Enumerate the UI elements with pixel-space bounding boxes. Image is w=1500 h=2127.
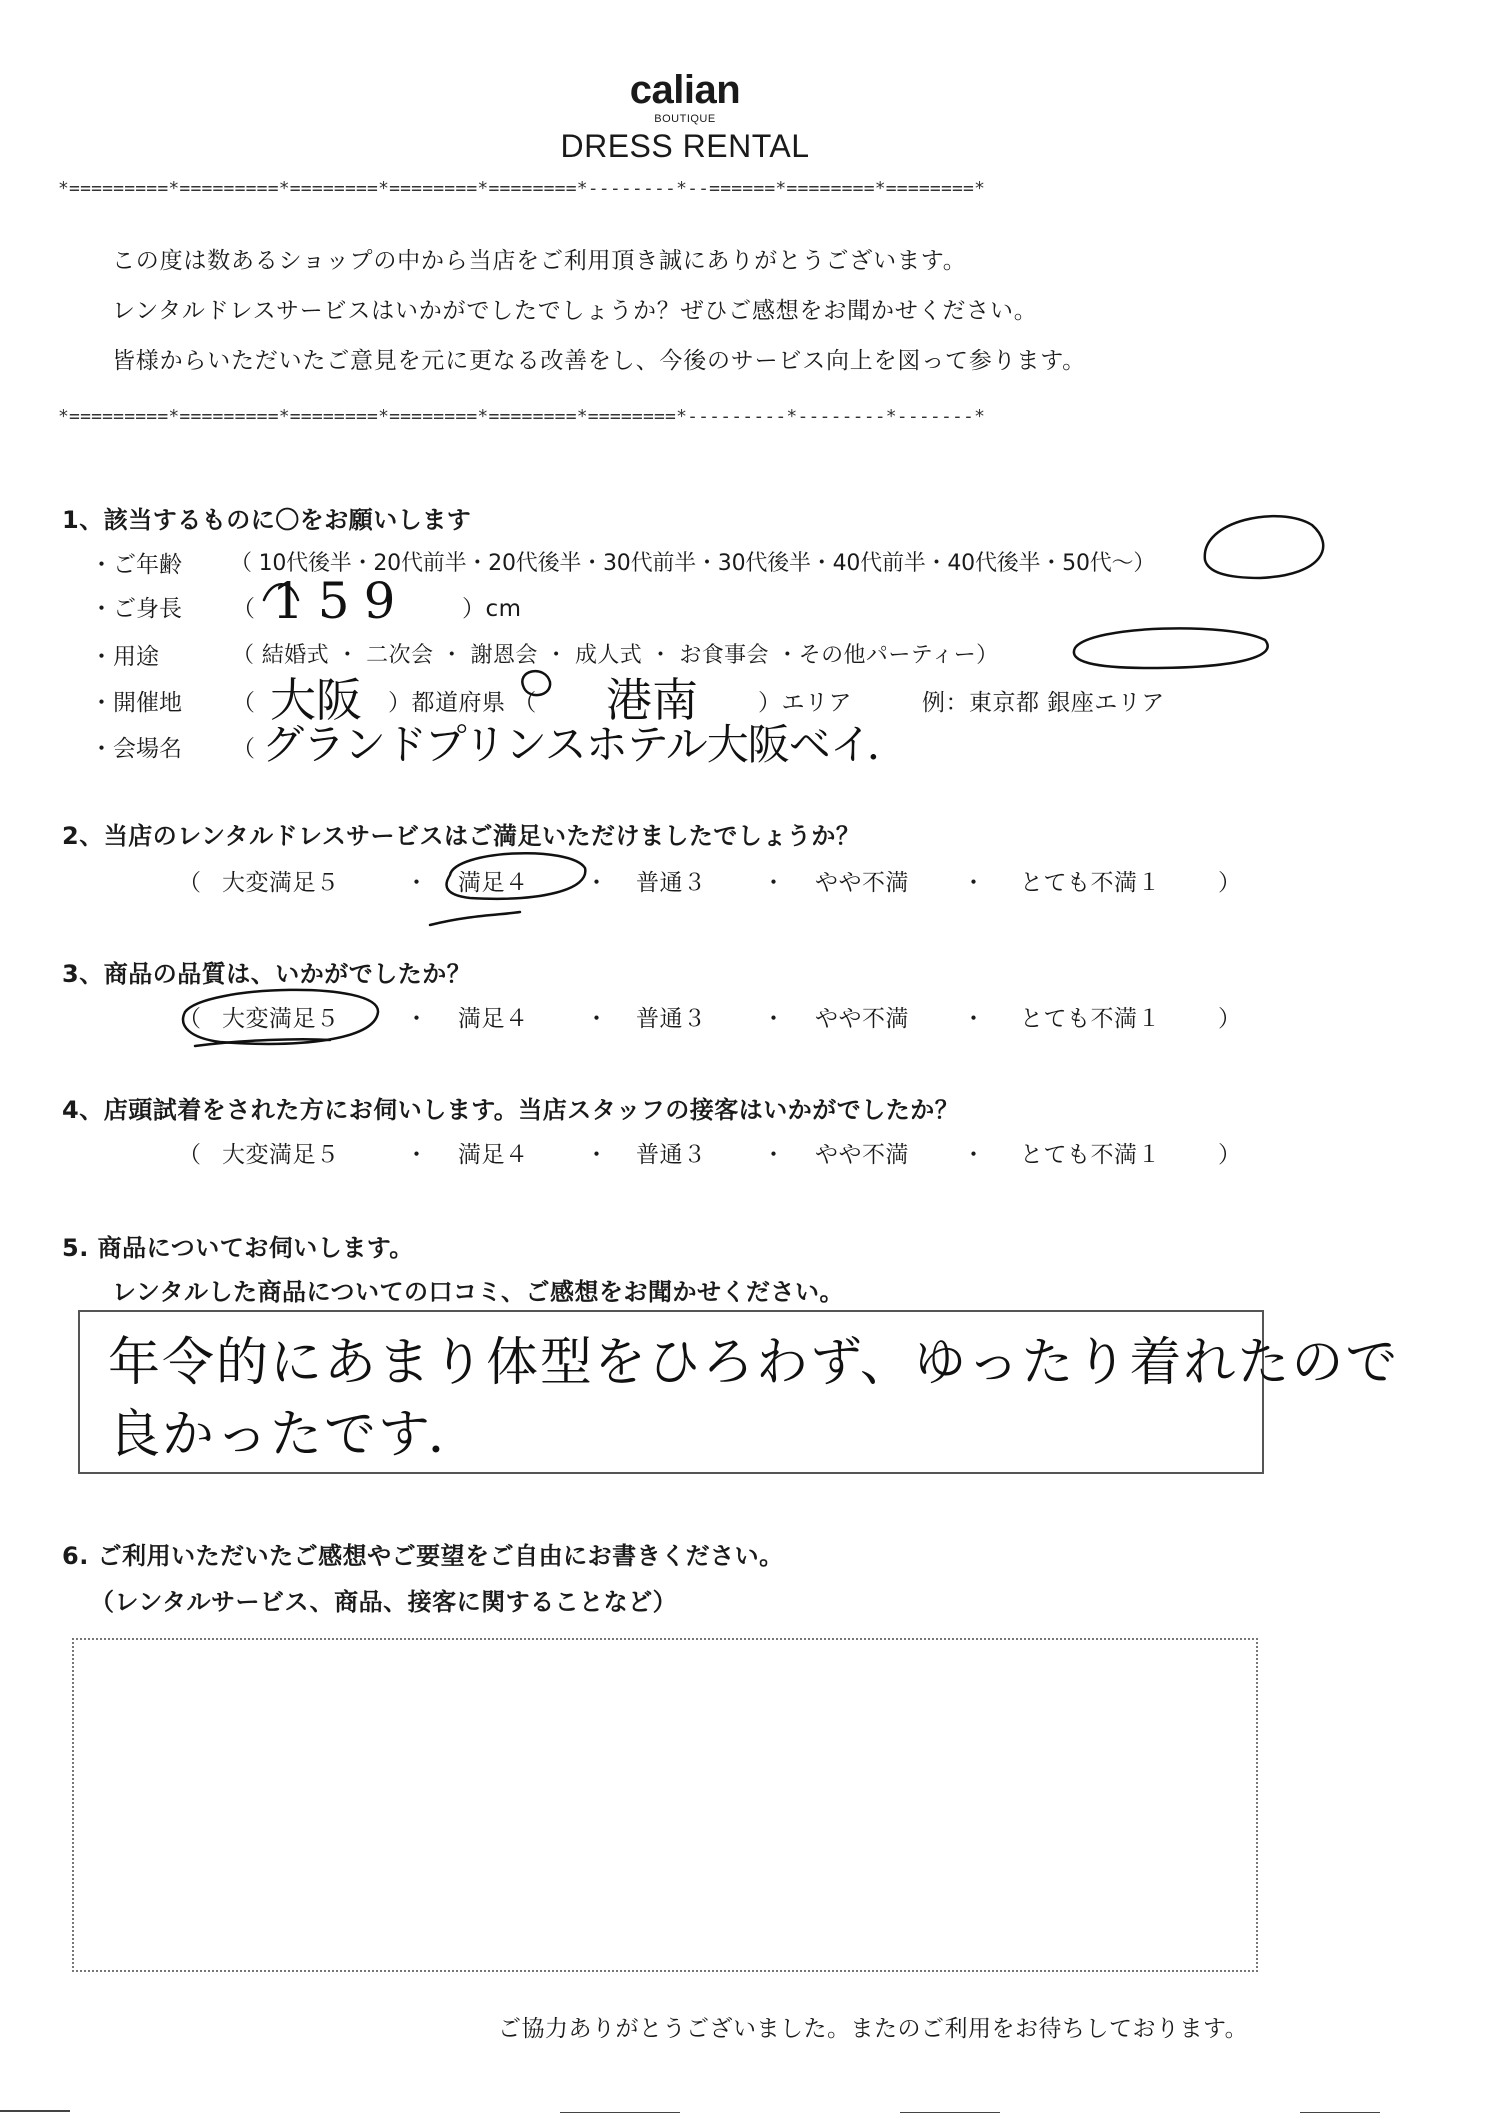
intro-line-1: この度は数あるショップの中から当店をご利用頂き誠にありがとうございます。	[112, 248, 967, 274]
q3-opt-5[interactable]: 大変満足５	[222, 1006, 340, 1032]
q1-title: 1、該当するものに〇をお願いします	[62, 506, 472, 534]
q3-title: 3、商品の品質は、いかがでしたか？	[62, 960, 472, 988]
q4-open: （	[178, 1142, 202, 1168]
venue-open-paren: （	[232, 690, 256, 716]
venue-prefecture[interactable]: 大阪	[270, 673, 362, 727]
venue-label: ・開催地	[90, 690, 182, 716]
scan-edge-line	[560, 2112, 680, 2113]
age-options[interactable]: （ 10代後半・20代前半・20代後半・30代前半・30代後半・40代前半・40代後半・50代～）	[230, 551, 1156, 576]
q4-title: 4、店頭試着をされた方にお伺いします。当店スタッフの接客はいかがでしたか？	[62, 1096, 960, 1124]
q5-answer-line-1: 年令的にあまり体型をひろわず、ゆったり着れたので	[108, 1333, 1400, 1393]
height-value[interactable]: 159	[272, 572, 410, 630]
circle-purpose-other	[1074, 628, 1268, 668]
brand-logo: calian	[629, 68, 741, 112]
age-label: ・ご年齢	[90, 552, 182, 578]
place-open-paren: （	[232, 736, 256, 762]
q4-close: ）	[1218, 1142, 1242, 1168]
place-label: ・会場名	[90, 736, 182, 762]
q2-close: ）	[1218, 870, 1242, 896]
q4-opt-2[interactable]: やや不満	[815, 1142, 909, 1168]
scan-edge-line	[900, 2112, 1000, 2113]
q2-sep: ・	[585, 870, 609, 896]
q5-title: 5. 商品についてお伺いします。	[62, 1234, 414, 1262]
q3-sep: ・	[762, 1006, 786, 1032]
q2-opt-3[interactable]: 普通３	[636, 870, 707, 896]
q4-sep: ・	[962, 1142, 986, 1168]
venue-area[interactable]: 港南	[606, 673, 698, 727]
purpose-options[interactable]: （ 結婚式 ・ 二次会 ・ 謝恩会 ・ 成人式 ・ お食事会 ・その他パーティー）	[232, 643, 999, 668]
q2-opt-5[interactable]: 大変満足５	[222, 870, 340, 896]
underline-q3	[195, 1039, 330, 1046]
height-unit: ）cm	[462, 596, 522, 622]
footer-thanks: ご協力ありがとうございました。またのご利用をお待ちしております。	[498, 2016, 1249, 2042]
q6-title: 6. ご利用いただいたご感想やご要望をご自由にお書きください。	[62, 1542, 784, 1570]
venue-example: 例：東京都 銀座エリア	[922, 690, 1165, 716]
q3-opt-4[interactable]: 満足４	[458, 1006, 529, 1032]
divider-top: *=========*=========*========*========*========*--------*--======*========*========*	[58, 178, 986, 199]
q3-open: （	[178, 1006, 202, 1032]
q3-sep: ・	[962, 1006, 986, 1032]
place-value[interactable]: グランドプリンスホテル大阪ベイ．	[262, 720, 908, 769]
q5-answer-line-2: 良かったです．	[108, 1405, 482, 1465]
q2-opt-2[interactable]: やや不満	[815, 870, 909, 896]
q4-sep: ・	[585, 1142, 609, 1168]
purpose-label: ・用途	[90, 644, 159, 670]
q3-sep: ・	[405, 1006, 429, 1032]
venue-pref-suffix: ）都道府県 （	[388, 690, 537, 716]
q2-sep: ・	[962, 870, 986, 896]
page-title: DRESS RENTAL	[560, 128, 810, 164]
q2-open: （	[178, 870, 202, 896]
q2-opt-4[interactable]: 満足４	[458, 870, 529, 896]
circle-age-50s	[1205, 516, 1323, 578]
q4-sep: ・	[762, 1142, 786, 1168]
q3-sep: ・	[585, 1006, 609, 1032]
q2-opt-1[interactable]: とても不満１	[1020, 870, 1161, 896]
scan-edge-line	[1300, 2112, 1380, 2113]
q6-subtitle: （レンタルサービス、商品、接客に関することなど）	[90, 1588, 678, 1616]
q3-opt-1[interactable]: とても不満１	[1020, 1006, 1161, 1032]
q4-sep: ・	[405, 1142, 429, 1168]
q5-subtitle: レンタルした商品についての口コミ、ご感想をお聞かせください。	[112, 1278, 844, 1306]
underline-q2	[430, 912, 520, 925]
divider-bottom: *=========*=========*========*========*========*========*---------*--------*-------*	[58, 406, 986, 427]
q5-answer-box[interactable]	[78, 1310, 1400, 1474]
q6-answer-box[interactable]	[72, 1638, 1258, 1972]
q3-close: ）	[1218, 1006, 1242, 1032]
q2-title: 2、当店のレンタルドレスサービスはご満足いただけましたでしょうか？	[62, 822, 861, 850]
q2-sep: ・	[405, 870, 429, 896]
q4-opt-5[interactable]: 大変満足５	[222, 1142, 340, 1168]
q4-opt-3[interactable]: 普通３	[636, 1142, 707, 1168]
height-open-paren: （	[232, 596, 256, 622]
q3-opt-3[interactable]: 普通３	[636, 1006, 707, 1032]
scan-edge-line	[0, 2110, 70, 2112]
intro-line-2: レンタルドレスサービスはいかがでしたでしょうか？ぜひご感想をお聞かせください。	[112, 298, 1038, 324]
venue-area-suffix: ）エリア	[758, 690, 852, 716]
height-label: ・ご身長	[90, 596, 182, 622]
q3-opt-2[interactable]: やや不満	[815, 1006, 909, 1032]
intro-line-3: 皆様からいただいたご意見を元に更なる改善をし、今後のサービス向上を図って参ります。	[112, 348, 1086, 374]
q4-opt-4[interactable]: 満足４	[458, 1142, 529, 1168]
q4-opt-1[interactable]: とても不満１	[1020, 1142, 1161, 1168]
brand-sub: BOUTIQUE	[654, 113, 716, 125]
q2-sep: ・	[762, 870, 786, 896]
